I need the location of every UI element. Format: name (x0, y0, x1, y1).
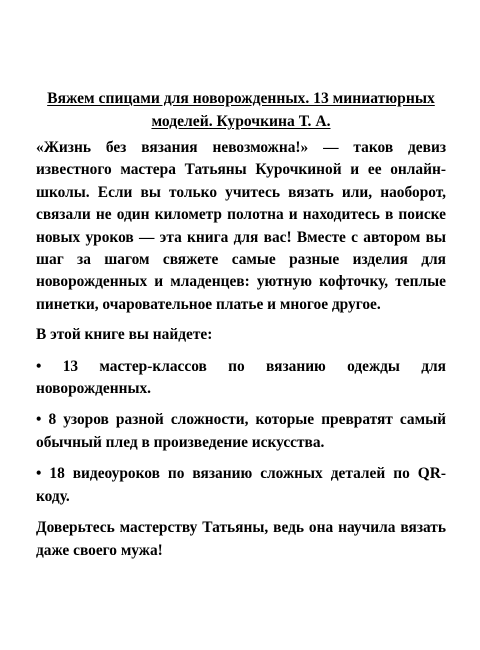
bullet-item: • 8 узоров разной сложности, которые превратят самый обычный плед в произведение искусства. (36, 411, 446, 451)
document-title: Вяжем спицами для новорожденных. 13 миниатюрных моделей. Курочкина Т. А. (47, 90, 435, 130)
closing-paragraph: Доверьтесь мастерству Татьяны, ведь она научила вязать даже своего мужа! (36, 519, 446, 559)
intro-paragraph: «Жизнь без вязания невозможна!» — таков девиз известного мастера Татьяны Курочкиной и ее онлайн-школы. Если вы только учитесь вязать или, наоборот, связали не один километр полотна и находитесь в поиске новых уроков — эта книга для вас! Вместе с автором вы шаг за шагом свяжете самые разные изделия для новорожденных и младенцев: уютную кофточку, теплые пинетки, очаровательное платье и многое другое. (36, 139, 446, 313)
document-page (36, 87, 446, 562)
bullet-item: • 13 мастер-классов по вязанию одежды для новорожденных. (36, 357, 446, 398)
list-heading: В этой книге вы найдете: (36, 326, 213, 344)
bullet-item: • 18 видеоуроков по вязанию сложных деталей по QR-коду. (36, 465, 446, 505)
